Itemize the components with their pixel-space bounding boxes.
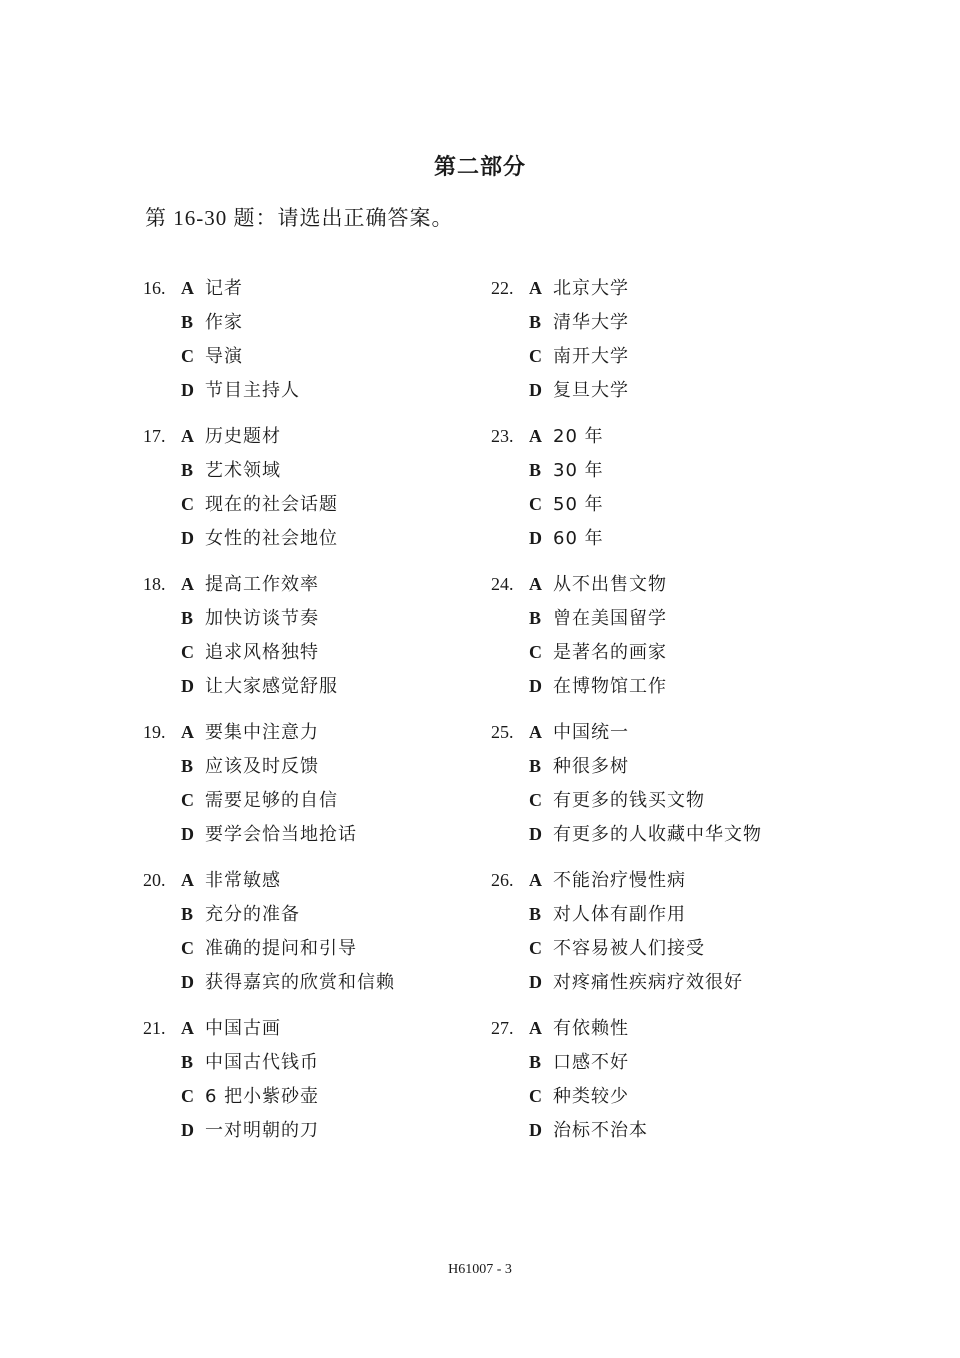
option-text: 中国古代钱币 [205, 1052, 319, 1073]
question-number: 25. [491, 722, 514, 742]
option-letter: B [529, 756, 542, 776]
option-text: 艺术领域 [205, 460, 281, 481]
option-d[interactable] [529, 1113, 648, 1147]
option-text: 作家 [205, 312, 243, 333]
option-letter: C [181, 938, 194, 958]
option-letter: B [181, 904, 194, 924]
option-letter: B [529, 904, 542, 924]
option-letter: C [181, 1086, 194, 1106]
option-a[interactable] [529, 715, 629, 749]
option-letter: C [529, 494, 542, 514]
option-text: 从不出售文物 [553, 574, 667, 595]
option-c[interactable] [181, 635, 319, 669]
section-title: 第二部分 [433, 154, 526, 179]
option-d[interactable] [181, 521, 338, 555]
option-letter: A [529, 574, 542, 594]
question-number: 23. [491, 426, 514, 446]
option-c[interactable] [181, 783, 338, 817]
option-letter: C [529, 642, 542, 662]
option-b[interactable] [529, 749, 629, 783]
option-letter: D [529, 1120, 542, 1140]
option-c[interactable] [181, 487, 338, 521]
option-text: 记者 [205, 278, 243, 299]
question-number: 21. [143, 1018, 166, 1038]
option-b[interactable] [529, 305, 629, 339]
option-a[interactable] [529, 567, 667, 601]
option-c[interactable] [181, 1079, 319, 1113]
option-letter: D [529, 824, 542, 844]
option-b[interactable] [181, 453, 281, 487]
option-text: 充分的准备 [205, 904, 300, 925]
option-text: 准确的提问和引导 [205, 938, 357, 959]
option-letter: B [529, 1052, 542, 1072]
option-letter: A [181, 722, 194, 742]
question-number: 26. [491, 870, 514, 890]
option-a[interactable] [529, 271, 629, 305]
option-c[interactable] [529, 339, 629, 373]
option-text: 加快访谈节奏 [205, 608, 319, 629]
option-letter: B [181, 608, 194, 628]
option-c[interactable] [529, 783, 705, 817]
option-letter: A [181, 574, 194, 594]
option-text: 不能治疗慢性病 [553, 870, 686, 891]
option-text: 有更多的人收藏中华文物 [553, 824, 762, 845]
option-text: 在博物馆工作 [553, 676, 667, 697]
option-b[interactable] [181, 897, 300, 931]
option-b[interactable] [529, 1045, 629, 1079]
option-text: 让大家感觉舒服 [205, 676, 338, 697]
option-letter: A [529, 722, 542, 742]
option-text: 现在的社会话题 [205, 494, 338, 515]
question-number: 24. [491, 574, 514, 594]
option-text: 有更多的钱买文物 [553, 790, 705, 811]
option-letter: B [529, 460, 542, 480]
option-b[interactable] [529, 897, 686, 931]
option-letter: A [181, 278, 194, 298]
option-text: 追求风格独特 [205, 642, 319, 663]
option-text: 治标不治本 [553, 1120, 648, 1141]
option-c[interactable] [529, 931, 705, 965]
option-letter: A [529, 278, 542, 298]
option-text: 复旦大学 [553, 380, 629, 401]
option-d[interactable] [529, 965, 743, 999]
option-letter: A [181, 1018, 194, 1038]
option-letter: B [181, 460, 194, 480]
option-letter: D [181, 824, 194, 844]
option-text: 节目主持人 [205, 380, 300, 401]
option-c[interactable] [181, 339, 243, 373]
option-text: 要集中注意力 [205, 722, 319, 743]
option-text: 北京大学 [553, 278, 629, 299]
option-c[interactable] [181, 931, 357, 965]
question-number: 16. [143, 278, 166, 298]
option-a[interactable] [181, 715, 319, 749]
option-b[interactable] [181, 601, 319, 635]
option-a[interactable] [181, 419, 281, 453]
option-text: 历史题材 [205, 426, 281, 447]
option-b[interactable] [181, 1045, 319, 1079]
option-text: 中国古画 [205, 1018, 281, 1039]
option-d[interactable] [181, 373, 300, 407]
option-text: 女性的社会地位 [205, 528, 338, 549]
option-text: 对疼痛性疾病疗效很好 [553, 972, 743, 993]
option-letter: D [529, 528, 542, 548]
option-a[interactable] [181, 567, 319, 601]
option-letter: D [529, 380, 542, 400]
option-a[interactable] [181, 271, 243, 305]
option-letter: C [181, 494, 194, 514]
option-b[interactable] [181, 305, 243, 339]
option-b[interactable] [181, 749, 319, 783]
option-text: 30 年 [553, 460, 604, 481]
option-letter: C [529, 1086, 542, 1106]
option-text: 60 年 [553, 528, 604, 549]
option-letter: B [181, 1052, 194, 1072]
option-a[interactable] [529, 863, 686, 897]
option-letter: B [529, 608, 542, 628]
option-letter: D [181, 676, 194, 696]
option-a[interactable] [529, 1011, 629, 1045]
option-d[interactable] [181, 817, 357, 851]
option-letter: A [529, 426, 542, 446]
option-d[interactable] [181, 965, 395, 999]
option-c[interactable] [529, 487, 604, 521]
option-letter: A [181, 870, 194, 890]
option-letter: C [181, 346, 194, 366]
option-letter: A [181, 426, 194, 446]
option-letter: D [181, 1120, 194, 1140]
option-a[interactable] [529, 419, 604, 453]
option-text: 6 把小紫砂壶 [205, 1086, 320, 1107]
question-number: 19. [143, 722, 166, 742]
option-text: 口感不好 [553, 1052, 629, 1073]
option-d[interactable] [529, 373, 629, 407]
option-d[interactable] [529, 521, 604, 555]
option-text: 有依赖性 [553, 1018, 629, 1039]
option-letter: C [181, 790, 194, 810]
option-text: 非常敏感 [205, 870, 281, 891]
option-text: 50 年 [553, 494, 604, 515]
option-text: 对人体有副作用 [553, 904, 686, 925]
option-text: 不容易被人们接受 [553, 938, 705, 959]
instruction-text: 第 16-30 题：请选出正确答案。 [145, 206, 454, 230]
option-a[interactable] [181, 863, 281, 897]
option-text: 中国统一 [553, 722, 629, 743]
option-c[interactable] [529, 635, 667, 669]
option-text: 种类较少 [553, 1086, 629, 1107]
option-letter: B [181, 312, 194, 332]
option-text: 清华大学 [553, 312, 629, 333]
option-text: 要学会恰当地抢话 [205, 824, 357, 845]
option-text: 种很多树 [553, 756, 629, 777]
option-c[interactable] [529, 1079, 629, 1113]
option-d[interactable] [181, 1113, 319, 1147]
option-letter: C [529, 346, 542, 366]
option-letter: D [529, 972, 542, 992]
option-text: 曾在美国留学 [553, 608, 667, 629]
option-letter: A [529, 1018, 542, 1038]
option-letter: C [529, 790, 542, 810]
question-number: 18. [143, 574, 166, 594]
question-number: 17. [143, 426, 166, 446]
option-text: 南开大学 [553, 346, 629, 367]
option-b[interactable] [529, 453, 604, 487]
option-letter: D [529, 676, 542, 696]
question-number: 22. [491, 278, 514, 298]
page-footer: H61007 - 3 [448, 1262, 512, 1277]
option-text: 需要足够的自信 [205, 790, 338, 811]
option-b[interactable] [529, 601, 667, 635]
option-text: 一对明朝的刀 [205, 1120, 319, 1141]
option-letter: D [181, 380, 194, 400]
option-text: 是著名的画家 [553, 642, 667, 663]
option-text: 导演 [205, 346, 243, 367]
option-d[interactable] [529, 817, 762, 851]
option-text: 20 年 [553, 426, 604, 447]
question-number: 27. [491, 1018, 514, 1038]
option-text: 获得嘉宾的欣赏和信赖 [205, 972, 395, 993]
option-d[interactable] [181, 669, 338, 703]
option-d[interactable] [529, 669, 667, 703]
option-letter: B [181, 756, 194, 776]
option-letter: D [181, 972, 194, 992]
option-letter: D [181, 528, 194, 548]
option-text: 应该及时反馈 [205, 756, 319, 777]
option-letter: B [529, 312, 542, 332]
option-letter: C [181, 642, 194, 662]
option-letter: A [529, 870, 542, 890]
option-text: 提高工作效率 [205, 574, 319, 595]
option-letter: C [529, 938, 542, 958]
option-a[interactable] [181, 1011, 281, 1045]
question-number: 20. [143, 870, 166, 890]
